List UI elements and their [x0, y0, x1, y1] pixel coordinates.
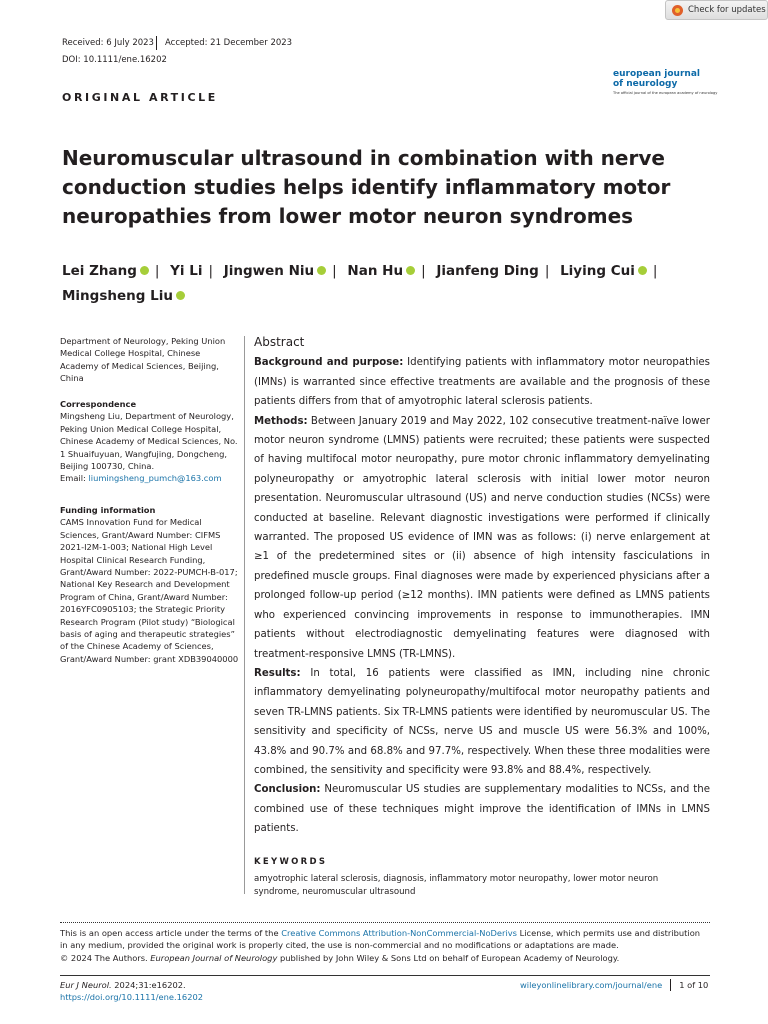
crossmark-icon	[672, 5, 683, 16]
email-link[interactable]: liumingsheng_pumch@163.com	[88, 473, 222, 484]
accepted-date: Accepted: 21 December 2023	[165, 38, 293, 48]
license-text: This is an open access article under the terms of the Creative Commons Attribution-NonCommercial-NoDerivs License, which permits use and distribution in any medium, provided the original work is properly cited, the use is non-commercial and no modifications or adaptations are made. © 2024 The Authors. European Journal of Neurology published by John Wiley & Sons Ltd on behalf of European Academy of Neurology.	[60, 928, 701, 963]
author-name[interactable]: Lei Zhang	[62, 263, 137, 279]
doi: DOI: 10.1111/ene.16202	[62, 55, 167, 65]
doi-link[interactable]: https://doi.org/10.1111/ene.16202	[60, 992, 204, 1003]
journal-logo-line2: of neurology	[613, 78, 678, 89]
column-divider	[244, 336, 245, 894]
meta-divider	[156, 36, 157, 50]
orcid-icon[interactable]	[176, 291, 185, 300]
author-name[interactable]: Nan Hu	[347, 263, 404, 279]
author-name[interactable]: Jianfeng Ding	[436, 263, 539, 279]
footer-right	[520, 979, 708, 991]
funding-heading: Funding information	[60, 505, 156, 515]
article-type: ORIGINAL ARTICLE	[62, 91, 218, 104]
orcid-icon[interactable]	[638, 266, 647, 275]
author-name[interactable]: Jingwen Niu	[223, 263, 315, 279]
abstract-results: Results: In total, 16 patients were classified as IMN, including nine chronic inflammatory demyelinating polyneuropathy/multifocal motor neuropathy patients and seven TR-LMNS patients. Six TR-LMNS patients were identified by neuromuscular US. The sensitivity and specificity of NCSs, nerve US and muscle US were 56.3% and 100%, 43.8% and 90.7% and 68.8% and 97.7%, respectively. When these three modalities were combined, the sensitivity and specificity were 93.8% and 88.4%, respectively.	[254, 667, 710, 776]
author-name[interactable]: Mingsheng Liu	[62, 288, 173, 304]
footer-divider	[60, 975, 710, 976]
correspondence-block	[60, 398, 240, 485]
abstract	[254, 333, 710, 839]
journal-logo	[613, 70, 700, 89]
affiliation: Department of Neurology, Peking Union Medical College Hospital, Chinese Academy of Medical Sciences, Beijing, China	[60, 336, 226, 384]
abstract-methods: Methods: Between January 2019 and May 2022, 102 consecutive treatment-naïve lower motor neuron syndrome (LMNS) patients were recruited; these patients were suspected of having multifocal motor neuropathy, pure motor chronic inflammatory demyelinating polyneuropathy or amyotrophic lateral sclerosis with initial lower motor neuron presentation. Neuromuscular ultrasound (US) and nerve conduction studies (NCSs) were conducted at baseline. Relevant diagnostic investigations were performed if clinically warranted. The proposed US evidence of IMN was as follows: (i) nerve enlargement at ≥1 of the predetermined sites or (ii) absence of high intensity fasciculations in predefined muscle groups. Final diagnoses were made by experienced physicians after a prolonged follow-up period (≥12 months). IMN patients were defined as LMNS patients who experienced convincing improvements in response to immunotherapies. IMN patients without electrodiagnostic demyelinating features were diagnosed with treatment-responsive LMNS (TR-LMNS).	[254, 415, 710, 660]
correspondence-heading: Correspondence	[60, 399, 137, 409]
journal-logo-line1: european journal	[613, 69, 700, 79]
author-name[interactable]: Liying Cui	[560, 263, 635, 279]
author-list: Lei Zhang | Yi Li | Jingwen Niu | Nan Hu | Jianfeng Ding | Liying Cui | Mingsheng Liu	[62, 263, 658, 304]
author-name[interactable]: Yi Li	[170, 263, 203, 279]
abstract-conclusion: Conclusion: Neuromuscular US studies are supplementary modalities to NCSs, and the combined use of these techniques might improve the identification of IMNs in LMNS patients.	[254, 784, 710, 835]
orcid-icon[interactable]	[140, 266, 149, 275]
article-title: Neuromuscular ultrasound in combination with nerve conduction studies helps identify inflammatory motor neuropathies from lower motor neuron syndromes	[62, 146, 671, 228]
footer-citation: Eur J Neurol. 2024;31:e16202. https://doi.org/10.1111/ene.16202	[60, 980, 204, 1003]
keywords-text: amyotrophic lateral sclerosis, diagnosis, inflammatory motor neuropathy, lower motor neuron syndrome, neuromuscular ultrasound	[254, 874, 659, 897]
license-link[interactable]: Creative Commons Attribution-NonCommercial-NoDerivs	[281, 928, 517, 938]
abstract-background: Background and purpose: Identifying patients with inflammatory motor neuropathies (IMNs) is warranted since effective treatments are available and the prognosis of these patients differs from that of amyotrophic lateral sclerosis patients.	[254, 357, 710, 408]
keywords-heading: KEYWORDS	[254, 857, 328, 867]
check-for-updates-label: Check for updates	[688, 5, 766, 15]
correspondence-text: Mingsheng Liu, Department of Neurology, Peking Union Medical College Hospital, Chinese Academy of Medical Sciences, No. 1 Shuaifuyuan, Wangfujing, Dongcheng, Beijing 100730, China.	[60, 411, 238, 472]
license-divider	[60, 922, 710, 923]
orcid-icon[interactable]	[406, 266, 415, 275]
orcid-icon[interactable]	[317, 266, 326, 275]
journal-logo-tagline: The official journal of the european academy of neurology	[613, 91, 718, 95]
email-label: Email:	[60, 473, 86, 484]
funding-block	[60, 504, 240, 665]
footer-separator	[670, 979, 671, 991]
check-for-updates-button[interactable]	[665, 0, 768, 20]
journal-site-link[interactable]: wileyonlinelibrary.com/journal/ene	[520, 980, 663, 990]
page-number: 1 of 10	[679, 980, 709, 990]
abstract-heading: Abstract	[254, 335, 305, 349]
received-date: Received: 6 July 2023	[62, 38, 154, 48]
funding-text: CAMS Innovation Fund for Medical Sciences, Grant/Award Number: CIFMS 2021-I2M-1-003; National High Level Hospital Clinical Research Funding, Grant/Award Number: 2022-PUMCH-B-017; National Key Research and Development Program of China, Grant/Award Number: 2016YFC0905103; the Strategic Priority Research Program (Pilot study) “Biological basis of aging and therapeutic strategies” of the Chinese Academy of Sciences, Grant/Award Number: grant XDB39040000	[60, 517, 239, 664]
